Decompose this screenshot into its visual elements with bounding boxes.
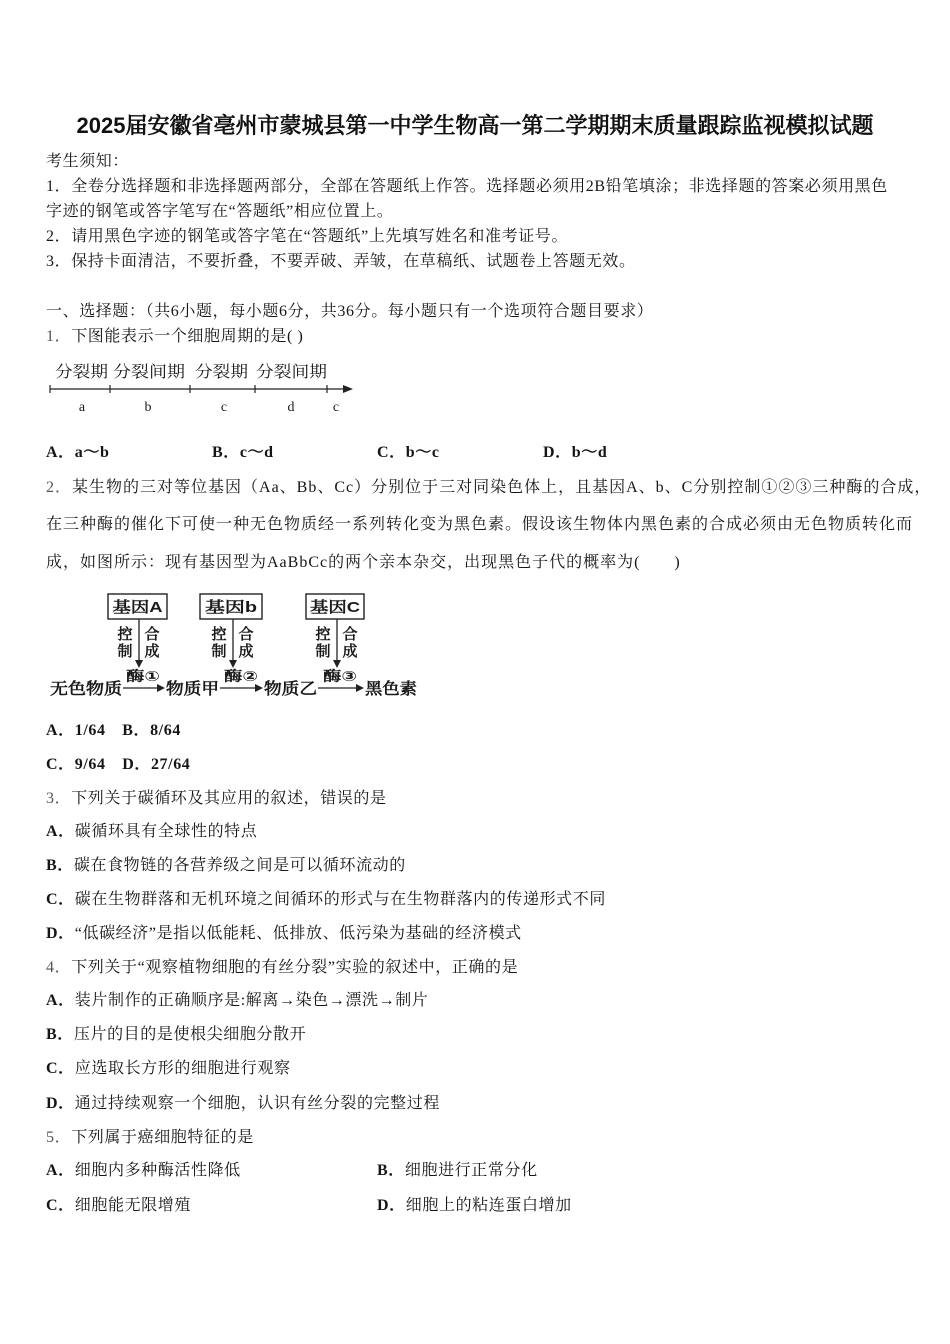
question-text: 下列关于“观察植物细胞的有丝分裂”实验的叙述中，正确的是 xyxy=(71,959,519,976)
question-text: 成，如图所示：现有基因型为AaBbCc的两个亲本杂交，出现黑色子代的概率为( ) xyxy=(46,554,681,571)
option-label: D． xyxy=(46,1095,75,1112)
control-arrowhead xyxy=(135,660,143,668)
substance-label: 物质甲 xyxy=(166,681,215,698)
gene-label: 基因C xyxy=(310,599,351,616)
pigment-synthesis-diagram xyxy=(44,588,424,700)
control-arrowhead xyxy=(229,660,237,668)
phase-label: 分裂间期 xyxy=(113,364,178,381)
substance-label: 物质乙 xyxy=(264,681,313,698)
option-c xyxy=(46,1059,291,1079)
option-text: 通过持续观察一个细胞，认识有丝分裂的完整过程 xyxy=(74,1095,440,1112)
option-a: A．a～b xyxy=(46,444,110,461)
option-c xyxy=(46,890,606,910)
reaction-arrowhead xyxy=(356,684,364,692)
control-label-char: 制 xyxy=(211,643,227,660)
question-number: 4． xyxy=(46,959,72,976)
option-label: B． xyxy=(377,1162,405,1179)
enzyme-label: 酶② xyxy=(224,668,258,684)
synthesis-label-char: 合 xyxy=(144,626,160,643)
notice-line: 2．请用黑色字迹的钢笔或答字笔在“答题纸”上先填写姓名和准考证号。 xyxy=(46,228,569,245)
question-4-stem xyxy=(46,958,518,978)
page-title: 2025届安徽省亳州市蒙城县第一中学生物高一第二学期期末质量跟踪监视模拟试题 xyxy=(76,113,874,138)
option-text: 碳在食物链的各营养级之间是可以循环流动的 xyxy=(73,857,406,874)
option-b xyxy=(377,1161,538,1181)
point-label: b xyxy=(144,400,152,415)
option-d xyxy=(46,924,522,944)
option-a xyxy=(46,1161,241,1181)
synthesis-label-char: 成 xyxy=(144,643,160,660)
option-d: D．b～d xyxy=(543,444,608,461)
phase-label: 分裂期 xyxy=(195,364,244,381)
option-b xyxy=(46,1025,306,1045)
option-label: A． xyxy=(46,1162,75,1179)
point-label: d xyxy=(287,400,295,415)
option-a xyxy=(46,991,428,1011)
option-label: C． xyxy=(46,891,75,908)
option-d xyxy=(377,1196,572,1216)
control-label-char: 控 xyxy=(315,626,331,643)
reaction-arrowhead xyxy=(255,684,263,692)
option-text: 碳在生物群落和无机环境之间循环的形式与在生物群落内的传递形式不同 xyxy=(74,891,606,908)
synthesis-label-char: 成 xyxy=(238,643,254,660)
question-number: 2． xyxy=(46,479,73,496)
gene-label: 基因A xyxy=(112,599,154,616)
option-d xyxy=(46,1094,440,1114)
control-arrowhead xyxy=(333,660,341,668)
option-label: A． xyxy=(46,992,75,1009)
question-1-stem xyxy=(46,327,303,347)
substance-label: 黑色素 xyxy=(365,681,414,698)
gene-label: 基因b xyxy=(205,599,245,616)
option-b: B．c～d xyxy=(212,444,274,461)
option-label: D． xyxy=(377,1197,406,1214)
option-text: 装片制作的正确顺序是:解离→染色→漂洗→制片 xyxy=(74,992,429,1009)
question-text: 某生物的三对等位基因（Aa、Bb、Cc）分别位于三对同染色体上，且基因A、b、C分别控制①②③三种酶的合成， xyxy=(72,479,932,496)
synthesis-label-char: 合 xyxy=(238,626,254,643)
option-label: B． xyxy=(46,857,74,874)
question-number: 1． xyxy=(46,328,72,345)
enzyme-label: 酶③ xyxy=(323,668,357,684)
option-label: B． xyxy=(46,1026,74,1043)
substance-label: 无色物质 xyxy=(50,681,115,698)
option-text: 细胞能无限增殖 xyxy=(74,1197,191,1214)
option-c: C．b～c xyxy=(377,444,440,461)
option-c xyxy=(46,1196,191,1216)
option-text: 碳循环具有全球性的特点 xyxy=(74,823,258,840)
timeline-arrowhead xyxy=(343,385,353,393)
control-label-char: 控 xyxy=(117,626,133,643)
option-text: 压片的目的是使根尖细胞分散开 xyxy=(73,1026,307,1043)
question-number: 3． xyxy=(46,790,72,807)
option-label: C． xyxy=(46,1197,75,1214)
option-line: A．1/64 B．8/64 xyxy=(46,722,181,739)
point-label: c xyxy=(332,400,340,415)
phase-label: 分裂间期 xyxy=(256,364,321,381)
option-b xyxy=(46,856,406,876)
option-label: C． xyxy=(46,1060,75,1077)
question-2-stem xyxy=(46,478,931,498)
section-heading: 一、选择题：（共6小题，每小题6分，共36分。每小题只有一个选项符合题目要求） xyxy=(46,303,654,320)
option-text: 应选取长方形的细胞进行观察 xyxy=(74,1060,291,1077)
option-label: D． xyxy=(46,925,75,942)
notice-heading: 考生须知： xyxy=(46,153,130,170)
phase-label: 分裂期 xyxy=(55,364,104,381)
option-label: A． xyxy=(46,823,75,840)
option-text: 细胞上的粘连蛋白增加 xyxy=(405,1197,572,1214)
control-label-char: 制 xyxy=(117,643,133,660)
cell-cycle-diagram xyxy=(44,355,364,417)
question-5-stem xyxy=(46,1128,254,1148)
option-a xyxy=(46,822,257,842)
notice-line: 3．保持卡面清洁，不要折叠，不要弄破、弄皱，在草稿纸、试题卷上答题无效。 xyxy=(46,253,636,270)
option-text: “低碳经济”是指以低能耗、低排放、低污染为基础的经济模式 xyxy=(74,925,522,942)
question-text: 下列属于癌细胞特征的是 xyxy=(71,1129,254,1146)
question-text: 下列关于碳循环及其应用的叙述，错误的是 xyxy=(71,790,387,807)
reaction-arrowhead xyxy=(157,684,165,692)
control-label-char: 控 xyxy=(211,626,227,643)
enzyme-label: 酶① xyxy=(126,668,160,684)
control-label-char: 制 xyxy=(315,643,331,660)
question-number: 5． xyxy=(46,1129,72,1146)
notice-line: 字迹的钢笔或答字笔写在“答题纸”相应位置上。 xyxy=(46,203,394,220)
synthesis-label-char: 成 xyxy=(342,643,358,660)
synthesis-label-char: 合 xyxy=(342,626,358,643)
question-text: 在三种酶的催化下可使一种无色物质经一系列转化变为黑色素。假设该生物体内黑色素的合成必须由无色物质转化而 xyxy=(46,516,914,533)
option-text: 细胞进行正常分化 xyxy=(404,1162,538,1179)
notice-line: 1．全卷分选择题和非选择题两部分，全部在答题纸上作答。选择题必须用2B铅笔填涂；非选择题的答案必须用黑色 xyxy=(46,178,888,195)
question-text: 下图能表示一个细胞周期的是( ) xyxy=(71,328,304,345)
option-text: 细胞内多种酶活性降低 xyxy=(74,1162,241,1179)
point-label: a xyxy=(78,400,86,415)
question-3-stem xyxy=(46,789,387,809)
point-label: c xyxy=(220,400,228,415)
option-line: C．9/64 D．27/64 xyxy=(46,756,191,773)
